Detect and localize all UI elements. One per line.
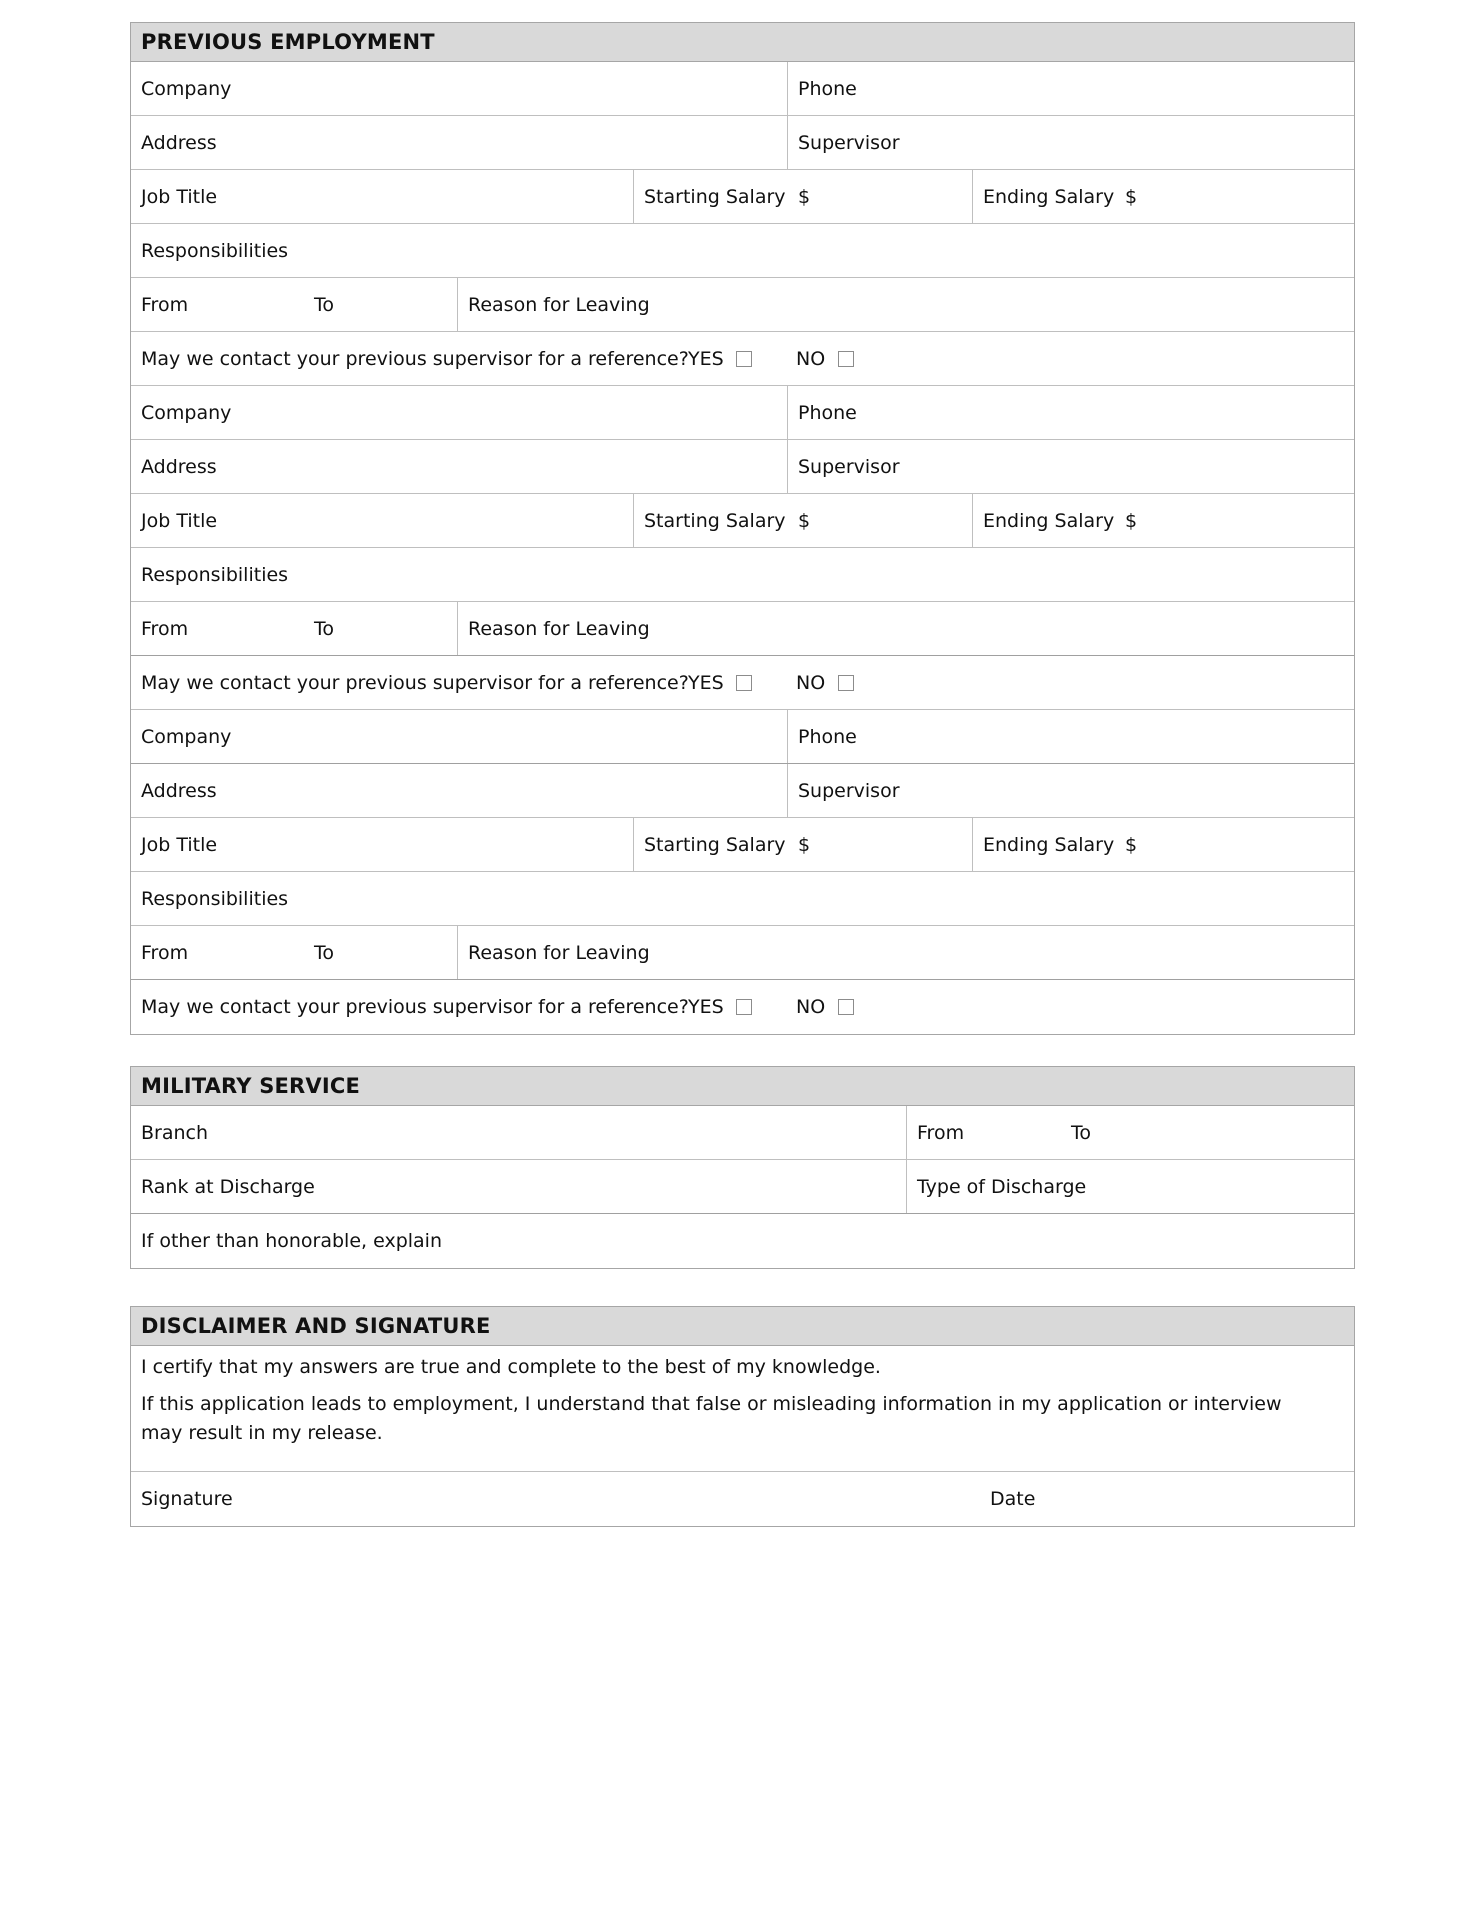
employment-2-address-row <box>131 440 1354 494</box>
employment-2-contact-row <box>131 656 1354 710</box>
employment-1-company-field[interactable] <box>131 62 788 115</box>
signature-field[interactable] <box>131 1472 980 1526</box>
employment-3-phone-field[interactable] <box>788 710 1354 763</box>
no-label: NO <box>796 996 826 1018</box>
previous-employment-header: PREVIOUS EMPLOYMENT <box>131 23 1354 62</box>
to-label: To <box>314 941 335 964</box>
currency-symbol: $ <box>1125 185 1138 208</box>
employment-1-address-row <box>131 116 1354 170</box>
to-label: To <box>1071 1121 1092 1144</box>
type-of-discharge-field[interactable] <box>907 1160 1354 1213</box>
employment-3-responsibilities-field[interactable] <box>131 872 1354 925</box>
employment-2-phone-field[interactable] <box>788 386 1354 439</box>
employment-3-address-row <box>131 764 1354 818</box>
military-explain-row <box>131 1214 1354 1268</box>
employment-2-contact-field <box>131 656 1354 709</box>
employment-3-company-field[interactable] <box>131 710 788 763</box>
employment-1-contact-field <box>131 332 1354 385</box>
reason-for-leaving-label: Reason for Leaving <box>468 617 650 640</box>
employment-1-supervisor-field[interactable] <box>788 116 1354 169</box>
to-label: To <box>314 617 335 640</box>
ending-salary-label: Ending Salary <box>983 833 1115 856</box>
starting-salary-label: Starting Salary <box>644 509 786 532</box>
employment-3-salary-row <box>131 818 1354 872</box>
address-label: Address <box>141 455 217 478</box>
company-label: Company <box>141 401 232 424</box>
employment-1-dates-field[interactable] <box>131 278 458 331</box>
reason-for-leaving-label: Reason for Leaving <box>468 293 650 316</box>
employment-2-company-field[interactable] <box>131 386 788 439</box>
contact-question: May we contact your previous supervisor for a reference? <box>141 347 689 370</box>
employment-1-salary-row <box>131 170 1354 224</box>
employment-1-starting-salary-field[interactable] <box>634 170 973 223</box>
employment-1-no-checkbox[interactable] <box>838 351 854 367</box>
employment-1-job-title-field[interactable] <box>131 170 634 223</box>
employment-2-reason-field[interactable] <box>458 602 1354 655</box>
employment-2-address-field[interactable] <box>131 440 788 493</box>
rank-at-discharge-label: Rank at Discharge <box>141 1175 315 1198</box>
employment-2-responsibilities-field[interactable] <box>131 548 1354 601</box>
currency-symbol: $ <box>1125 509 1138 532</box>
employment-3-contact-field <box>131 980 1354 1034</box>
military-dates-field[interactable] <box>907 1106 1354 1159</box>
discharge-explanation-field[interactable] <box>131 1214 1354 1268</box>
employment-1-phone-field[interactable] <box>788 62 1354 115</box>
employment-1-address-field[interactable] <box>131 116 788 169</box>
currency-symbol: $ <box>1125 833 1138 856</box>
disclaimer-line-2: If this application leads to employment, I understand that false or misleading information in my application or interview <box>141 1393 1282 1415</box>
supervisor-label: Supervisor <box>798 455 900 478</box>
employment-2-starting-salary-field[interactable] <box>634 494 973 547</box>
employment-2-salary-row <box>131 494 1354 548</box>
military-rank-row <box>131 1160 1354 1214</box>
disclaimer-text-block <box>131 1346 1354 1472</box>
currency-symbol: $ <box>798 509 811 532</box>
job-title-label: Job Title <box>141 185 218 208</box>
employment-3-no-checkbox[interactable] <box>838 999 854 1015</box>
employment-3-address-field[interactable] <box>131 764 788 817</box>
employment-3-dates-field[interactable] <box>131 926 458 979</box>
phone-label: Phone <box>798 725 857 748</box>
employment-2-dates-row <box>131 602 1354 656</box>
employment-1-responsibilities-field[interactable] <box>131 224 1354 277</box>
address-label: Address <box>141 779 217 802</box>
employment-2-responsibilities-row <box>131 548 1354 602</box>
employment-1-company-row <box>131 62 1354 116</box>
employment-1-yes-checkbox[interactable] <box>736 351 752 367</box>
currency-symbol: $ <box>798 833 811 856</box>
employment-3-starting-salary-field[interactable] <box>634 818 973 871</box>
yes-label: YES <box>688 347 724 370</box>
job-title-label: Job Title <box>141 509 218 532</box>
starting-salary-label: Starting Salary <box>644 833 786 856</box>
employment-3-yes-checkbox[interactable] <box>736 999 752 1015</box>
job-title-label: Job Title <box>141 833 218 856</box>
ending-salary-label: Ending Salary <box>983 185 1115 208</box>
starting-salary-label: Starting Salary <box>644 185 786 208</box>
responsibilities-label: Responsibilities <box>141 239 289 262</box>
employment-1-dates-row <box>131 278 1354 332</box>
discharge-explanation-label: If other than honorable, explain <box>141 1230 443 1252</box>
contact-question: May we contact your previous supervisor for a reference? <box>141 996 689 1018</box>
rank-at-discharge-field[interactable] <box>131 1160 907 1213</box>
employment-1-responsibilities-row <box>131 224 1354 278</box>
employment-3-job-title-field[interactable] <box>131 818 634 871</box>
employment-2-yes-checkbox[interactable] <box>736 675 752 691</box>
to-label: To <box>314 293 335 316</box>
employment-3-reason-field[interactable] <box>458 926 1354 979</box>
employment-2-dates-field[interactable] <box>131 602 458 655</box>
from-label: From <box>141 617 189 640</box>
responsibilities-label: Responsibilities <box>141 563 289 586</box>
no-label: NO <box>796 347 826 370</box>
employment-2-company-row <box>131 386 1354 440</box>
date-label: Date <box>990 1488 1036 1510</box>
employment-3-ending-salary-field[interactable] <box>973 818 1354 871</box>
previous-employment-section <box>130 22 1355 1035</box>
military-branch-row <box>131 1106 1354 1160</box>
from-label: From <box>141 293 189 316</box>
company-label: Company <box>141 725 232 748</box>
employment-1-contact-row <box>131 332 1354 386</box>
currency-symbol: $ <box>798 185 811 208</box>
disclaimer-line-3: may result in my release. <box>141 1422 383 1444</box>
branch-label: Branch <box>141 1121 209 1144</box>
company-label: Company <box>141 77 232 100</box>
employment-1-ending-salary-field[interactable] <box>973 170 1354 223</box>
reason-for-leaving-label: Reason for Leaving <box>468 941 650 964</box>
date-field[interactable] <box>980 1472 1354 1526</box>
military-service-header: MILITARY SERVICE <box>131 1067 1354 1106</box>
no-label: NO <box>796 671 826 694</box>
address-label: Address <box>141 131 217 154</box>
from-label: From <box>141 941 189 964</box>
phone-label: Phone <box>798 77 857 100</box>
signature-row <box>131 1472 1354 1526</box>
phone-label: Phone <box>798 401 857 424</box>
disclaimer-section <box>130 1306 1355 1527</box>
employment-3-supervisor-field[interactable] <box>788 764 1354 817</box>
employment-3-dates-row <box>131 926 1354 980</box>
yes-label: YES <box>688 671 724 694</box>
employment-2-no-checkbox[interactable] <box>838 675 854 691</box>
military-service-section <box>130 1066 1355 1269</box>
employment-3-responsibilities-row <box>131 872 1354 926</box>
contact-question: May we contact your previous supervisor for a reference? <box>141 671 689 694</box>
employment-2-ending-salary-field[interactable] <box>973 494 1354 547</box>
employment-3-contact-row <box>131 980 1354 1034</box>
supervisor-label: Supervisor <box>798 779 900 802</box>
signature-label: Signature <box>141 1488 233 1510</box>
disclaimer-line-1: I certify that my answers are true and complete to the best of my knowledge. <box>141 1356 881 1378</box>
yes-label: YES <box>688 996 724 1018</box>
employment-3-company-row <box>131 710 1354 764</box>
supervisor-label: Supervisor <box>798 131 900 154</box>
from-label: From <box>917 1121 965 1144</box>
branch-field[interactable] <box>131 1106 907 1159</box>
disclaimer-header: DISCLAIMER AND SIGNATURE <box>131 1307 1354 1346</box>
employment-1-reason-field[interactable] <box>458 278 1354 331</box>
employment-2-supervisor-field[interactable] <box>788 440 1354 493</box>
employment-2-job-title-field[interactable] <box>131 494 634 547</box>
ending-salary-label: Ending Salary <box>983 509 1115 532</box>
responsibilities-label: Responsibilities <box>141 887 289 910</box>
type-of-discharge-label: Type of Discharge <box>917 1175 1087 1198</box>
